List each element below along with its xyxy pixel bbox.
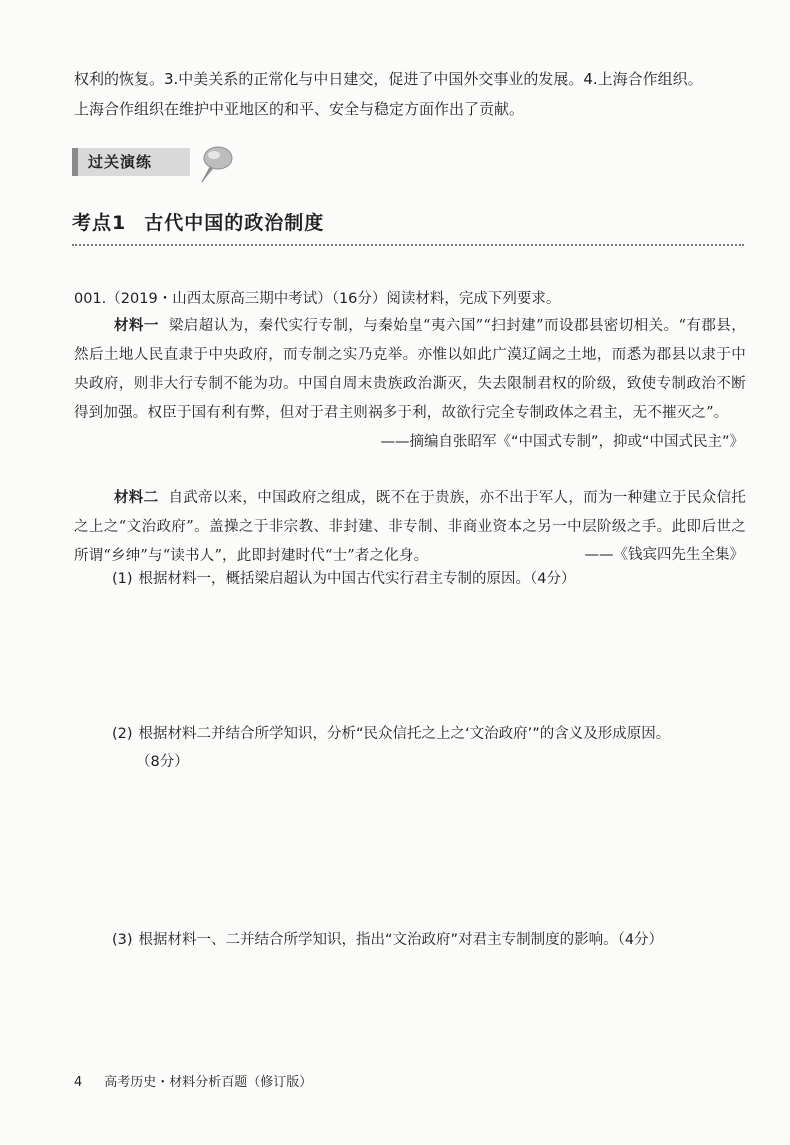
sub-question-2 <box>112 720 746 776</box>
section-title <box>72 207 324 239</box>
sub-question-1 <box>112 565 746 593</box>
sub-question-3 <box>112 926 746 954</box>
sub-question-2-text: 根据材料二并结合所学知识，分析“民众信托之上之‘文治政府’”的含义及形成原因。 <box>138 726 671 742</box>
material-2-label: 材料二 <box>114 490 159 506</box>
section-number: 考点1 <box>72 212 127 234</box>
pushpin-icon <box>188 142 238 190</box>
sub-question-2-score: （8分） <box>136 754 189 770</box>
sub-question-1-number: (1) <box>112 571 133 587</box>
sub-question-2-number: (2) <box>112 726 133 742</box>
banner-label: 过关演练 <box>88 153 153 171</box>
intro-paragraph <box>74 64 746 124</box>
material-1-label: 材料一 <box>114 318 159 334</box>
sub-question-3-number: (3) <box>112 932 133 948</box>
question-header <box>74 287 746 311</box>
page-number: 4 <box>74 1075 83 1090</box>
material-1 <box>74 312 746 428</box>
intro-line-1: 权利的恢复。3.中美关系的正常化与中日建交，促进了中国外交事业的发展。4.上海合作组织。 <box>74 70 703 88</box>
page-footer <box>74 1073 312 1093</box>
sub-question-1-text: 根据材料一，概括梁启超认为中国古代实行君主专制的原因。（4分） <box>138 571 576 587</box>
section-divider <box>72 244 744 246</box>
section-name: 古代中国的政治制度 <box>144 212 325 234</box>
practice-banner <box>72 142 252 190</box>
sub-question-3-text: 根据材料一、二并结合所学知识，指出“文治政府”对君主专制制度的影响。（4分） <box>138 932 664 948</box>
question-id: 001. <box>74 291 107 307</box>
book-title: 高考历史・材料分析百题（修订版） <box>104 1075 313 1090</box>
material-2-source: ——《钱宾四先生全集》 <box>584 547 744 563</box>
question-intro: （2019・山西太原高三期中考试）（16分）阅读材料，完成下列要求。 <box>106 291 561 307</box>
intro-line-2: 上海合作组织在维护中亚地区的和平、安全与稳定方面作出了贡献。 <box>74 100 525 118</box>
material-2-text: 自武帝以来，中国政府之组成，既不在于贵族，亦不出于军人，而为一种建立于民众信托之上之“文治政府”。盖操之于非宗教、非封建、非专制、非商业资本之另一中层阶级之手。此即后世之所谓“乡绅”与“读书人”，此即封建时代“士”者之化身。 <box>74 490 746 564</box>
material-1-source: ——摘编自张昭军《“中国式专制”，抑或“中国式民主”》 <box>380 434 744 450</box>
material-1-text: 梁启超认为，秦代实行专制，与秦始皇“夷六国”“扫封建”而设郡县密切相关。“有郡县，然后土地人民直隶于中央政府，而专制之实乃克举。亦惟以如此广漠辽阔之土地，而悉为郡县以隶于中央政府，则非大行专制不能为功。中国自周末贵族政治澌灭，失去限制君权的阶级，致使专制政治不断得到加强。权臣于国有利有弊，但对于君主则祸多于利，故欲行完全专制政体之君主，无不摧灭之”。 <box>74 318 746 421</box>
